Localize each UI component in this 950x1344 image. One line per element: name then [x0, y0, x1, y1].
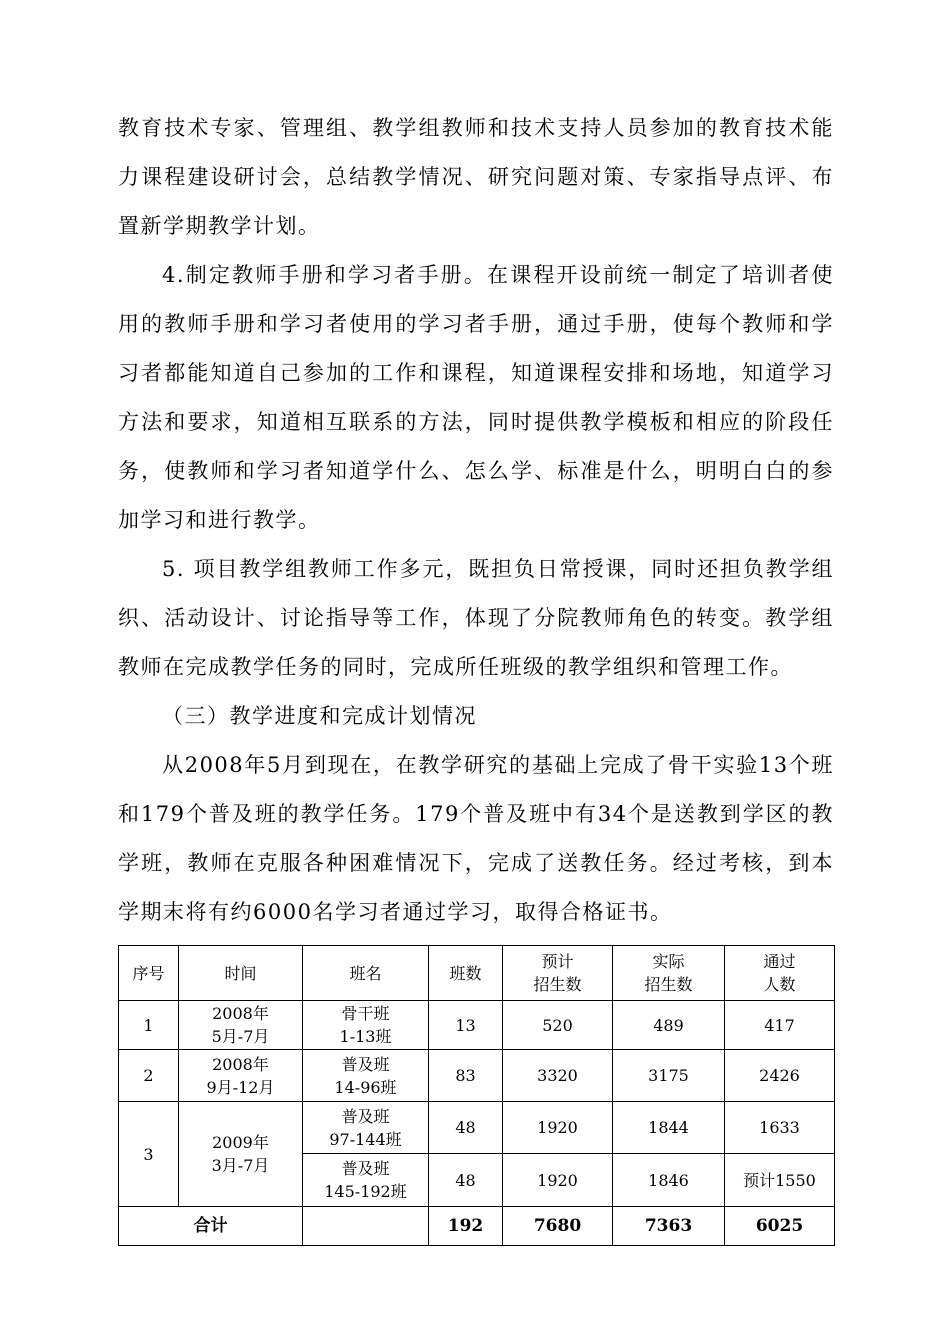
row-expected: 1920 — [503, 1102, 613, 1154]
row-actual: 1846 — [613, 1154, 725, 1207]
header-seq: 序号 — [119, 946, 179, 1001]
section-heading: （三）教学进度和完成计划情况 — [162, 704, 477, 728]
row-time-year: 2008年 — [212, 1004, 269, 1023]
row-class-count: 48 — [429, 1154, 503, 1207]
row-class-count: 83 — [429, 1050, 503, 1102]
row-class-name — [303, 1102, 429, 1154]
row-class-range: 145-192班 — [324, 1182, 407, 1201]
row-expected: 520 — [503, 1001, 613, 1050]
row-passed: 417 — [725, 1001, 835, 1050]
header-passed-line2: 人数 — [763, 975, 796, 994]
row-class-name — [303, 1001, 429, 1050]
row-expected: 1920 — [503, 1154, 613, 1207]
row-class-name — [303, 1050, 429, 1102]
row-class-type: 普及班 — [341, 1106, 390, 1126]
header-actual-line1: 实际 — [652, 952, 685, 971]
row-time — [179, 1102, 303, 1207]
row-passed: 预计1550 — [725, 1154, 835, 1207]
progress-table — [118, 945, 835, 1246]
table-row — [119, 1001, 835, 1050]
body-text — [118, 104, 834, 937]
paragraph-seminar: 教育技术专家、管理组、教学组教师和技术支持人员参加的教育技术能力课程建设研讨会，总结教学情况、研究问题对策、专家指导点评、布置新学期教学计划。 — [118, 116, 834, 238]
row-passed: 1633 — [725, 1102, 835, 1154]
total-label: 合计 — [119, 1207, 303, 1246]
table-row — [119, 1102, 835, 1154]
row-class-type: 普及班 — [341, 1159, 390, 1178]
paragraph-handbook: 4.制定教师手册和学习者手册。在课程开设前统一制定了培训者使用的教师手册和学习者使用的学习者手册，通过手册，使每个教师和学习者都能知道自己参加的工作和课程，知道课程安排和场地，知道学习方法和要求，知道相互联系的方法，同时提供教学模板和相应的阶段任务，使教师和学习者知道学什么、怎么学、标准是什么，明明白白的参加学习和进行教学。 — [118, 263, 834, 532]
row-time — [179, 1001, 303, 1050]
progress-table-wrapper — [118, 945, 835, 1246]
row-expected: 3320 — [503, 1050, 613, 1102]
header-expected — [503, 946, 613, 1001]
total-empty-cell — [303, 1207, 429, 1246]
row-time-months: 5月-7月 — [211, 1027, 270, 1046]
total-actual: 7363 — [613, 1207, 725, 1246]
header-class-name: 班名 — [303, 946, 429, 1001]
row-class-count: 13 — [429, 1001, 503, 1050]
header-expected-line2: 招生数 — [533, 975, 582, 994]
row-actual: 3175 — [613, 1050, 725, 1102]
header-actual — [613, 946, 725, 1001]
row-time — [179, 1050, 303, 1102]
row-time-months: 3月-7月 — [211, 1156, 270, 1175]
header-passed — [725, 946, 835, 1001]
row-class-type: 普及班 — [341, 1054, 390, 1074]
header-actual-line2: 招生数 — [644, 975, 693, 994]
paragraph-teacher-roles: 5. 项目教学组教师工作多元，既担负日常授课，同时还担负教学组织、活动设计、讨论指导等工作，体现了分院教师角色的转变。教学组教师在完成教学任务的同时，完成所任班级的教学组织和管理工作。 — [118, 557, 834, 679]
table-header-row — [119, 946, 835, 1001]
row-class-range: 97-144班 — [329, 1129, 402, 1149]
header-time: 时间 — [179, 946, 303, 1001]
row-time-year: 2009年 — [212, 1133, 269, 1152]
row-passed: 2426 — [725, 1050, 835, 1102]
row-class-type: 骨干班 — [341, 1004, 390, 1023]
row-class-range: 1-13班 — [339, 1027, 392, 1046]
header-passed-line1: 通过 — [763, 952, 796, 971]
row-class-count: 48 — [429, 1102, 503, 1154]
row-time-months: 9月-12月 — [206, 1077, 275, 1097]
row-class-name — [303, 1154, 429, 1207]
row-actual: 489 — [613, 1001, 725, 1050]
row-time-year: 2008年 — [212, 1054, 269, 1074]
paragraph-progress: 从2008年5月到现在，在教学研究的基础上完成了骨干实验13个班和179个普及班的教学任务。179个普及班中有34个是送教到学区的教学班，教师在克服各种困难情况下，完成了送教任务。经过考核，到本学期末将有约6000名学习者通过学习，取得合格证书。 — [118, 753, 834, 924]
row-seq: 2 — [119, 1050, 179, 1102]
row-class-range: 14-96班 — [334, 1077, 397, 1097]
total-passed: 6025 — [725, 1207, 835, 1246]
header-class-count: 班数 — [429, 946, 503, 1001]
total-class-count: 192 — [429, 1207, 503, 1246]
header-expected-line1: 预计 — [541, 952, 574, 971]
row-seq: 3 — [119, 1102, 179, 1207]
row-seq: 1 — [119, 1001, 179, 1050]
table-total-row — [119, 1207, 835, 1246]
total-expected: 7680 — [503, 1207, 613, 1246]
row-actual: 1844 — [613, 1102, 725, 1154]
table-row — [119, 1050, 835, 1102]
